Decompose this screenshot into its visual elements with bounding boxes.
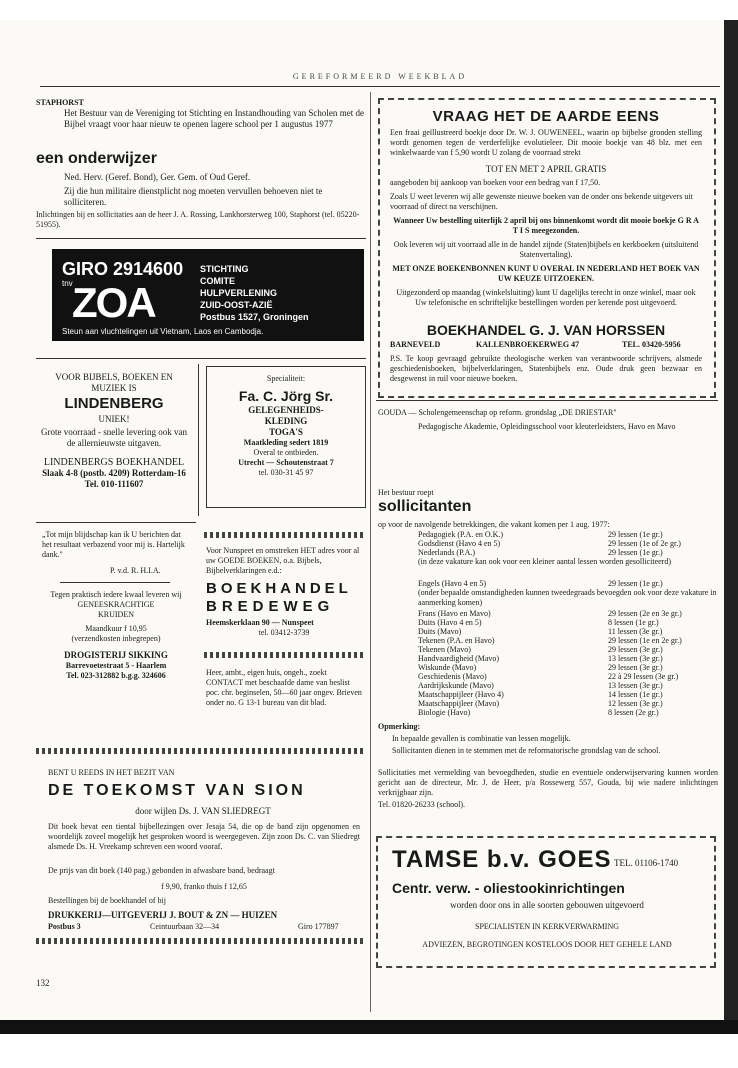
lesson-value: 22 à 29 lessen (3e gr.) <box>608 672 679 681</box>
bredeweg-tel: tel. 03412-3739 <box>258 628 310 637</box>
jorg-name: Fa. C. Jörg Sr. <box>238 388 334 404</box>
aarde-uitgez: Uitgezonderd op maandag (winkelsluiting) kunt U dagelijks terecht in onze winkel, maar ook Uw telefonische en schriftelijke bestellingen worden per kerende post uitgevoerd. <box>396 288 696 307</box>
sikking-name: DROGISTERIJ SIKKING <box>64 650 168 660</box>
sikking-line: KRUIDEN <box>98 610 134 619</box>
lesson-value: 13 lessen (3e gr.) <box>608 681 663 690</box>
aarde-addr-tel: TEL. 03420-5956 <box>622 340 681 349</box>
lesson-value: 13 lessen (3e gr.) <box>608 654 663 663</box>
sikking-line: GENEESKRACHTIGE <box>77 600 155 609</box>
tamse-worden: worden door ons in alle soorten gebouwen uitgevoerd <box>450 900 644 910</box>
sion-price: De prijs van dit boek (140 pag.) gebonden in afwasbare band, bedraagt <box>48 866 275 875</box>
driestar-opm1: In bepaalde gevallen is combinatie van lessen mogelijk. <box>392 734 571 743</box>
sikking-quote-sig: P. v.d. R. H.I.A. <box>110 566 161 575</box>
giro-number: GIRO 2914600 <box>62 259 184 279</box>
lindenberg-tel: Tel. 010-111607 <box>84 479 144 489</box>
lesson-subject: Biologie (Havo) <box>418 708 471 717</box>
lesson-subject: Maatschappijleer (Mavo) <box>418 699 500 708</box>
lesson-subject: Engels (Havo 4 en 5) <box>418 579 486 588</box>
driestar-rule <box>376 400 718 401</box>
staphorst-heading: een onderwijzer <box>36 150 157 167</box>
lesson-value: 11 lessen (3e gr.) <box>608 627 663 636</box>
driestar-roept: Het bestuur roept <box>378 488 434 497</box>
driestar-sub: Pedagogische Akademie, Opleidingsschool voor kleuterleidsters, Havo en Mavo <box>418 422 676 431</box>
lesson-subject: Aardrijkskunde (Mavo) <box>418 681 494 690</box>
lesson-subject: Duits (Havo 4 en 5) <box>418 618 482 627</box>
jorg-content <box>206 374 366 478</box>
divider-1 <box>36 238 366 239</box>
divider-3 <box>36 522 196 523</box>
lesson-value: 29 lessen (3e gr.) <box>608 645 663 654</box>
lindenberg-advert <box>36 372 192 490</box>
jorg-line: GELEGENHEIDS- <box>248 405 324 415</box>
aarde-met: MET ONZE BOEKENBONNEN KUNT U OVERAL IN NEDERLAND HET BOEK VAN UW KEUZE UITZOEKEN. <box>392 264 700 283</box>
tamse-sub: Centr. verw. - oliestookinrichtingen <box>392 880 625 896</box>
staphorst-contact: Inlichtingen bij en sollicitaties aan de heer J. A. Rossing, Lankhorsterweg 100, Staphorst (tel. 05220-51955). <box>36 210 360 229</box>
jorg-line: TOGA'S <box>269 427 303 437</box>
sikking-content <box>36 590 196 681</box>
staphorst-place: STAPHORST <box>36 98 84 107</box>
aarde-title: VRAAG HET DE AARDE EENS <box>432 108 660 125</box>
sion-pub-postbus: Postbus 3 <box>48 922 81 931</box>
lesson-subject: Duits (Mavo) <box>418 627 462 636</box>
aarde-shop: BOEKHANDEL G. J. VAN HORSSEN <box>426 322 666 338</box>
staphorst-military: Zij die hun militaire dienstplicht nog moeten vervullen behoeven niet te solliciteren. <box>64 186 323 207</box>
sion-border-bottom <box>36 938 366 944</box>
tamse-spec: SPECIALISTEN IN KERKVERWARMING <box>475 922 619 931</box>
divider-v1 <box>198 364 199 516</box>
lesson-subject: Tekenen (P.A. en Havo) <box>418 636 495 645</box>
lesson-subject: Handvaardigheid (Mavo) <box>418 654 500 663</box>
lesson-subject: Tekenen (Mavo) <box>418 645 471 654</box>
sion-publisher: DRUKKERIJ—UITGEVERIJ J. BOUT & ZN — HUIZEN <box>48 910 278 920</box>
lesson-value: 29 lessen (1e gr.) <box>608 579 663 588</box>
giro-tnv: tnv <box>62 279 73 288</box>
driestar-intro: op voor de navolgende betrekkingen, die vakant komen per 1 aug. 1977: <box>378 520 610 529</box>
driestar-note2: (onder bepaalde omstandigheden kunnen tweedegraads bevoegden ook voor deze vakature in aanmerking komen) <box>418 588 717 607</box>
lesson-subject: Geschiedenis (Mavo) <box>418 672 487 681</box>
sion-price2: f 9,90, franko thuis f 12,65 <box>161 882 247 891</box>
sikking-address: Barrevoetestraat 5 - Haarlem <box>65 661 167 670</box>
giro-line: COMITE <box>200 276 235 286</box>
lesson-subject: Godsdienst (Havo 4 en 5) <box>418 539 501 548</box>
sion-title: DE TOEKOMST VAN SION <box>48 782 306 799</box>
jorg-line: tel. 030-31 45 97 <box>258 468 314 477</box>
aarde-wanneer: Wanneer Uw bestelling uiterlijk 2 april bij ons binnenkomt wordt dit mooie boekje G R A T I S meegezonden. <box>393 216 699 235</box>
staphorst-church: Ned. Herv. (Geref. Bond), Ger. Gem. of Oud Geref. <box>64 172 251 182</box>
sikking-rule <box>60 582 170 583</box>
driestar-opm2: Sollicitanten dienen in te stemmen met de reformatorische grondslag van de school. <box>392 746 661 755</box>
tamse-advies: ADVIEZEN, BEGROTINGEN KOSTELOOS DOOR HET GEHELE LAND <box>422 940 672 949</box>
jorg-line: Utrecht — Schoutenstraat 7 <box>238 458 334 467</box>
driestar-closing: Sollicitaties met vermelding van bevoegdheden, studie en eventuele onderwijservaring kunnen worden gericht aan de directeur, Mr. J. de Heer, p/a Rossewerg 557, Gouda, bij wie nadere inlichtingen verkrijgbaar zijn. <box>378 768 718 797</box>
lesson-value: 29 lessen (1e gr.) <box>608 530 663 539</box>
giro-bottom: Steun aan vluchtelingen uit Vietnam, Laos en Cambodja. <box>62 327 264 336</box>
giro-line: HULPVERLENING <box>200 288 278 298</box>
lesson-value: 29 lessen (1e en 2e gr.) <box>608 636 682 645</box>
lesson-subject: Pedagogiek (P.A. en O.K.) <box>418 530 504 539</box>
sion-border-top <box>36 748 366 754</box>
aarde-desc: Een fraai geïllustreerd boekje door Dr. W. J. OUWENEEL, waarin op bijbelse gronden stelling wordt genomen tegen de verderfelijke evolutieleer. Dit mooie boekje van 48 blz. met een winkelwaarde van f 5,90 wordt U zolang de voorraad strekt <box>390 128 702 157</box>
aarde-aankoop: aangeboden bij aankoop van boeken voor een bedrag van f 17,50. <box>390 178 601 187</box>
driestar-heading: sollicitanten <box>378 498 472 515</box>
giro-lines <box>200 263 309 323</box>
aarde-zoals: Zoals U weet leveren wij alle gewenste nieuwe boeken van de onder ons bekende uitgevers uit voorraad of direct na verschijnen. <box>390 192 693 211</box>
sion-order: Bestellingen bij de boekhandel of bij <box>48 896 166 905</box>
sion-intro: BENT U REEDS IN HET BEZIT VAN <box>48 768 175 777</box>
page-right-edge <box>724 20 738 1020</box>
sikking-tel: Tel. 023-312882 b.g.g. 324606 <box>66 671 166 680</box>
bredeweg-border-top <box>204 532 364 538</box>
top-margin <box>0 0 738 20</box>
page-number: 132 <box>36 978 50 988</box>
lesson-value: 12 lessen (3e gr.) <box>608 699 663 708</box>
lesson-subject: Wiskunde (Mavo) <box>418 663 477 672</box>
lindenberg-shop: LINDENBERGS BOEKHANDEL <box>43 457 185 468</box>
lindenberg-name: LINDENBERG <box>64 395 164 412</box>
driestar-head: GOUDA — Scholengemeenschap op reform. grondslag „DE DRIESTAR" <box>378 408 617 417</box>
aarde-ook: Ook leveren wij uit voorraad alle in de handel zijnde (Staten)bijbels en kerkboeken (uitsluitend Statenvertaling). <box>393 240 699 259</box>
lesson-value: 14 lessen (1e gr.) <box>608 690 663 699</box>
zoa-advert <box>52 249 364 341</box>
bredeweg-intro: Voor Nunspeet en omstreken HET adres voor al uw GOEDE BOEKEN, o.a. Bijbels, Bijbelverklaringen e.d.: <box>206 546 360 575</box>
lesson-value: 29 lessen (1e gr.) <box>608 548 663 557</box>
bredeweg-name1: BOEKHANDEL <box>206 580 352 597</box>
lesson-subject: Frans (Havo en Mavo) <box>418 609 491 618</box>
lindenberg-stock: Grote voorraad - snelle levering ook van de allernieuwste uitgaven. <box>41 427 187 448</box>
aarde-gratis: TOT EN MET 2 APRIL GRATIS <box>485 164 607 174</box>
tamse-name: TAMSE b.v. GOES <box>392 846 612 873</box>
driestar-note1: (in deze vakature kan ook voor een kleiner aantal lessen worden gesolliciteerd) <box>418 557 672 566</box>
lesson-value: 29 lessen (2e en 3e gr.) <box>608 609 682 618</box>
lindenberg-uniek: UNIEK! <box>98 414 130 424</box>
jorg-spec: Specialiteit: <box>266 374 306 383</box>
lesson-value: 8 lessen (2e gr.) <box>608 708 659 717</box>
lindenberg-line1: VOOR BIJBELS, BOEKEN EN <box>55 372 173 382</box>
aarde-addr-street: KALLENBROEKERWEG 47 <box>476 340 580 349</box>
aarde-ps: P.S. Te koop gevraagd gebruikte theologische werken van verantwoorde schrijvers, alsmede geschiedenisboeken, bijbelverklaringen, Statenbijbels enz. Oude druk geen bezwaar en desgewenst in ruil voor nieuwe boeken. <box>390 354 702 383</box>
lesson-value: 8 lessen (1e gr.) <box>608 618 659 627</box>
sion-pub-giro: Giro 177897 <box>298 922 339 931</box>
header-rule <box>40 86 720 87</box>
lesson-subject: Maatschappijleer (Havo 4) <box>418 690 504 699</box>
lesson-subject: Nederlands (P.A.) <box>418 548 476 557</box>
jorg-line: Maatkleding sedert 1819 <box>243 438 329 447</box>
sion-author: door wijlen Ds. J. VAN SLIEDREGT <box>135 806 271 816</box>
page-bottom-edge <box>0 1020 738 1034</box>
aarde-addr-city: BARNEVELD <box>390 340 441 349</box>
driestar-opm: Opmerking: <box>378 722 421 731</box>
page-header: GEREFORMEERD WEEKBLAD <box>292 72 468 81</box>
zoa-logo: ZOA <box>72 279 155 326</box>
sikking-line: Maandkuur f 10,95 <box>85 624 147 633</box>
jorg-line: Overal te ontbieden. <box>253 448 319 457</box>
sikking-quote: „Tot mijn blijdschap kan ik U berichten dat het resultaat verbazend voor mij is. Hartelijk dank." <box>42 530 185 559</box>
tamse-tel: TEL. 01106-1740 <box>614 858 679 868</box>
bredeweg-address: Heemskerklaan 90 — Nunspeet <box>206 618 314 627</box>
column-divider <box>370 92 371 1012</box>
lindenberg-address: Slaak 4-8 (postb. 4209) Rotterdam-16 <box>42 468 186 478</box>
giro-line: STICHTING <box>200 264 249 274</box>
giro-line: Postbus 1527, Groningen <box>200 312 309 322</box>
sikking-line: Tegen praktisch iedere kwaal leveren wij <box>50 590 182 599</box>
lesson-value: 29 lessen (1e of 2e gr.) <box>608 539 681 548</box>
giro-line: ZUID-OOST-AZIË <box>200 300 273 310</box>
lindenberg-line2: MUZIEK IS <box>91 383 137 393</box>
contact-ad: Heer, ambt., eigen huis, ongeh., zoekt CONTACT met beschaafde dame van beslist poc. chr. beginselen, 50—60 jaar ongev. Brieven onder no. G 13-1 bureau van dit blad. <box>206 668 362 707</box>
driestar-tel: Tel. 01820-26233 (school). <box>378 800 465 809</box>
staphorst-intro: Het Bestuur van de Vereniging tot Stichting en Instandhouding van Scholen met de Bijbel vraagt voor haar nieuw te openen lagere school per 1 augustus 1977 <box>64 108 364 129</box>
bredeweg-name2: BREDEWEG <box>206 598 335 615</box>
jorg-line: KLEDING <box>264 416 308 426</box>
bredeweg-border-bottom <box>204 652 364 658</box>
sion-pub-street: Ceintuurbaan 32—34 <box>150 922 220 931</box>
sion-desc: Dit boek bevat een tiental bijbellezingen over Jesaja 54, die op de band zijn opgenomen en woordelijk zoveel mogelijk het gesproken woord is weergegeven. Zijn zoon Ds. C. van Sliedregt alsmede Ds. H. Vreekamp schreven een woord vooraf. <box>48 822 360 851</box>
sikking-line: (verzendkosten inbegrepen) <box>71 634 161 643</box>
divider-2 <box>36 358 366 359</box>
lesson-value: 29 lessen (3e gr.) <box>608 663 663 672</box>
